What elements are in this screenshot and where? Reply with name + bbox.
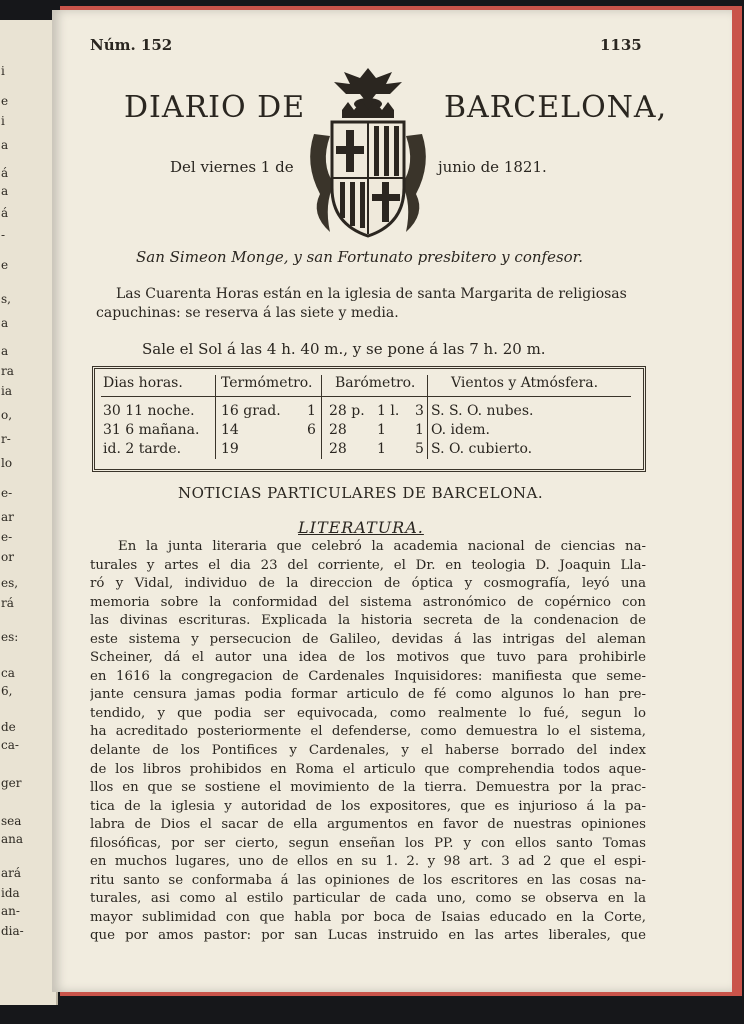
article-line: que por amos pastor: por san Lucas instruido en las artes liberales, que: [90, 928, 646, 944]
margin-fragment: ana: [1, 832, 24, 846]
column-divider: [321, 375, 322, 459]
article-line: turales y artes el dia 23 del corriente, el Dr. en teologia D. Joaquin Lla-: [90, 557, 646, 573]
margin-fragment: a: [1, 316, 9, 330]
article-line: labra de Dios el sacar de ella argumentos en favor de nuestras opiniones: [90, 817, 646, 833]
margin-fragment: r-: [1, 432, 11, 446]
margin-fragment: o,: [1, 408, 13, 422]
table-cell: 16 grad.: [221, 403, 281, 419]
table-cell: S. O. cubierto.: [431, 441, 533, 457]
table-cell: 1: [377, 441, 386, 457]
article-line: ritu santo se conformaba á las opiniones de los escritores en las cosas na-: [90, 872, 646, 888]
article-line: En la junta literaria que celebró la academia nacional de ciencias na-: [118, 539, 646, 554]
margin-fragment: ra: [1, 364, 14, 378]
margin-fragment: a: [1, 138, 9, 152]
table-cell: 1 l.: [377, 403, 400, 419]
table-cell: 28 p.: [329, 403, 365, 419]
margin-fragment: a: [1, 184, 9, 198]
prayer-notice-line: capuchinas: se reserva á las siete y media.: [96, 305, 399, 321]
column-header: Dias horas.: [103, 375, 183, 391]
margin-fragment: ida: [1, 886, 20, 900]
newspaper-page: [52, 10, 732, 992]
article-line: turales, asi como al estilo particular de cada uno, como se observa en la: [90, 891, 646, 907]
margin-fragment: ar: [1, 510, 14, 524]
article-line: memoria sobre la conformidad del sistema astronómico de copérnico con: [90, 594, 646, 610]
prayer-notice-line: Las Cuarenta Horas están en la iglesia de santa Margarita de religiosas: [116, 286, 627, 302]
table-cell: O. idem.: [431, 422, 491, 438]
margin-fragment: de: [1, 720, 16, 734]
margin-fragment: e: [1, 258, 9, 272]
margin-fragment: rá: [1, 596, 14, 610]
masthead-title-right: BARCELONA,: [444, 90, 668, 125]
article-line: filosóficas, por ser cierto, segun enseñan los PP. y con ellos santo Tomas: [90, 835, 646, 851]
table-cell: 28: [329, 441, 347, 457]
masthead-title-left: DIARIO DE: [124, 90, 306, 125]
table-cell: 1: [307, 403, 316, 419]
margin-fragment: lo: [1, 456, 13, 470]
margin-fragment: i: [1, 64, 5, 78]
margin-fragment: ca: [1, 666, 15, 680]
column-divider: [215, 375, 216, 459]
table-header-rule: [101, 396, 631, 397]
section-heading: LITERATURA.: [298, 518, 424, 537]
margin-fragment: i: [1, 114, 5, 128]
margin-fragment: an-: [1, 904, 20, 918]
margin-fragment: sea: [1, 814, 22, 828]
margin-fragment: á: [1, 166, 9, 180]
margin-fragment: e-: [1, 486, 13, 500]
table-cell: S. S. O. nubes.: [431, 403, 534, 419]
article-line: llos en que se sostiene el movimiento de la tierra. Demuestra por la prac-: [90, 780, 646, 796]
saints-of-the-day: San Simeon Monge, y san Fortunato presbitero y confesor.: [136, 248, 583, 266]
margin-fragment: or: [1, 550, 14, 564]
adjacent-page-fragment: [0, 20, 58, 1005]
table-cell: 1: [377, 422, 386, 438]
article-line: este sistema y persecucion de Galileo, devidas á las intrigas del aleman: [90, 631, 646, 647]
news-heading: NOTICIAS PARTICULARES DE BARCELONA.: [178, 484, 544, 502]
article-line: mayor sublimidad con que habla por boca de Isaias educado en la Corte,: [90, 909, 646, 925]
margin-fragment: e: [1, 94, 9, 108]
margin-fragment: ia: [1, 384, 12, 398]
date-prefix: Del viernes 1 de: [170, 158, 294, 176]
issue-number: Núm. 152: [90, 36, 173, 54]
article-line: jante censura jamas podia formar articulo de fé como algunos lo han pre-: [90, 687, 646, 703]
table-cell: 6: [307, 422, 316, 438]
sunrise-sunset-line: Sale el Sol á las 4 h. 40 m., y se pone á las 7 h. 20 m.: [142, 340, 546, 358]
article-line: en muchos lugares, uno de ellos en su 1. 2. y 98 art. 3 ad 2 que el espi-: [90, 854, 646, 870]
table-cell: 30 11 noche.: [103, 403, 195, 419]
page-number: 1135: [600, 36, 642, 54]
article-line: ró y Vidal, individuo de la direccion de óptica y cosmografía, leyó una: [90, 576, 646, 592]
table-cell: 19: [221, 441, 239, 457]
column-header: Barómetro.: [335, 375, 416, 391]
margin-fragment: ger: [1, 776, 22, 790]
column-divider: [427, 375, 428, 459]
article-line: de los libros prohibidos en Roma el articulo que comprehendia todos aque-: [90, 761, 646, 777]
margin-fragment: -: [1, 228, 6, 242]
article-line: delante de los Pontifices y Cardenales, y el haberse borrado del index: [90, 743, 646, 759]
table-cell: 5: [415, 441, 424, 457]
column-header: Vientos y Atmósfera.: [451, 375, 599, 391]
margin-fragment: e-: [1, 530, 13, 544]
table-cell: 28: [329, 422, 347, 438]
table-cell: 1: [415, 422, 424, 438]
margin-fragment: a: [1, 344, 9, 358]
margin-fragment: dia-: [1, 924, 24, 938]
article-line: en 1616 la congregacion de Cardenales Inquisidores: manifiesta que seme-: [90, 668, 646, 684]
table-cell: 31 6 mañana.: [103, 422, 200, 438]
column-header: Termómetro.: [221, 375, 313, 391]
coat-of-arms-icon: [304, 64, 432, 240]
margin-fragment: es,: [1, 576, 19, 590]
article-line: ha acreditado posteriormente el defenderse, como demuestra lo el sistema,: [90, 724, 646, 740]
margin-fragment: ca-: [1, 738, 19, 752]
article-line: tica de la iglesia y autoridad de los expositores, que es injurioso á la pa-: [90, 798, 646, 814]
table-cell: 14: [221, 422, 239, 438]
article-line: tendido, y que podia ser equivocada, como realmente lo fué, segun lo: [90, 705, 646, 721]
table-cell: id. 2 tarde.: [103, 441, 182, 457]
date-suffix: junio de 1821.: [438, 158, 547, 176]
weather-table: [92, 366, 646, 472]
margin-fragment: s,: [1, 292, 11, 306]
table-cell: 3: [415, 403, 424, 419]
margin-fragment: 6,: [1, 684, 13, 698]
article-line: Scheiner, dá el autor una idea de los motivos que tuvo para prohibirle: [90, 650, 646, 666]
article-line: las divinas escrituras. Explicada la historia secreta de la condenacion de: [90, 613, 646, 629]
margin-fragment: á: [1, 206, 9, 220]
article-body: [90, 538, 646, 946]
margin-fragment: ará: [1, 866, 22, 880]
margin-fragment: es:: [1, 630, 19, 644]
